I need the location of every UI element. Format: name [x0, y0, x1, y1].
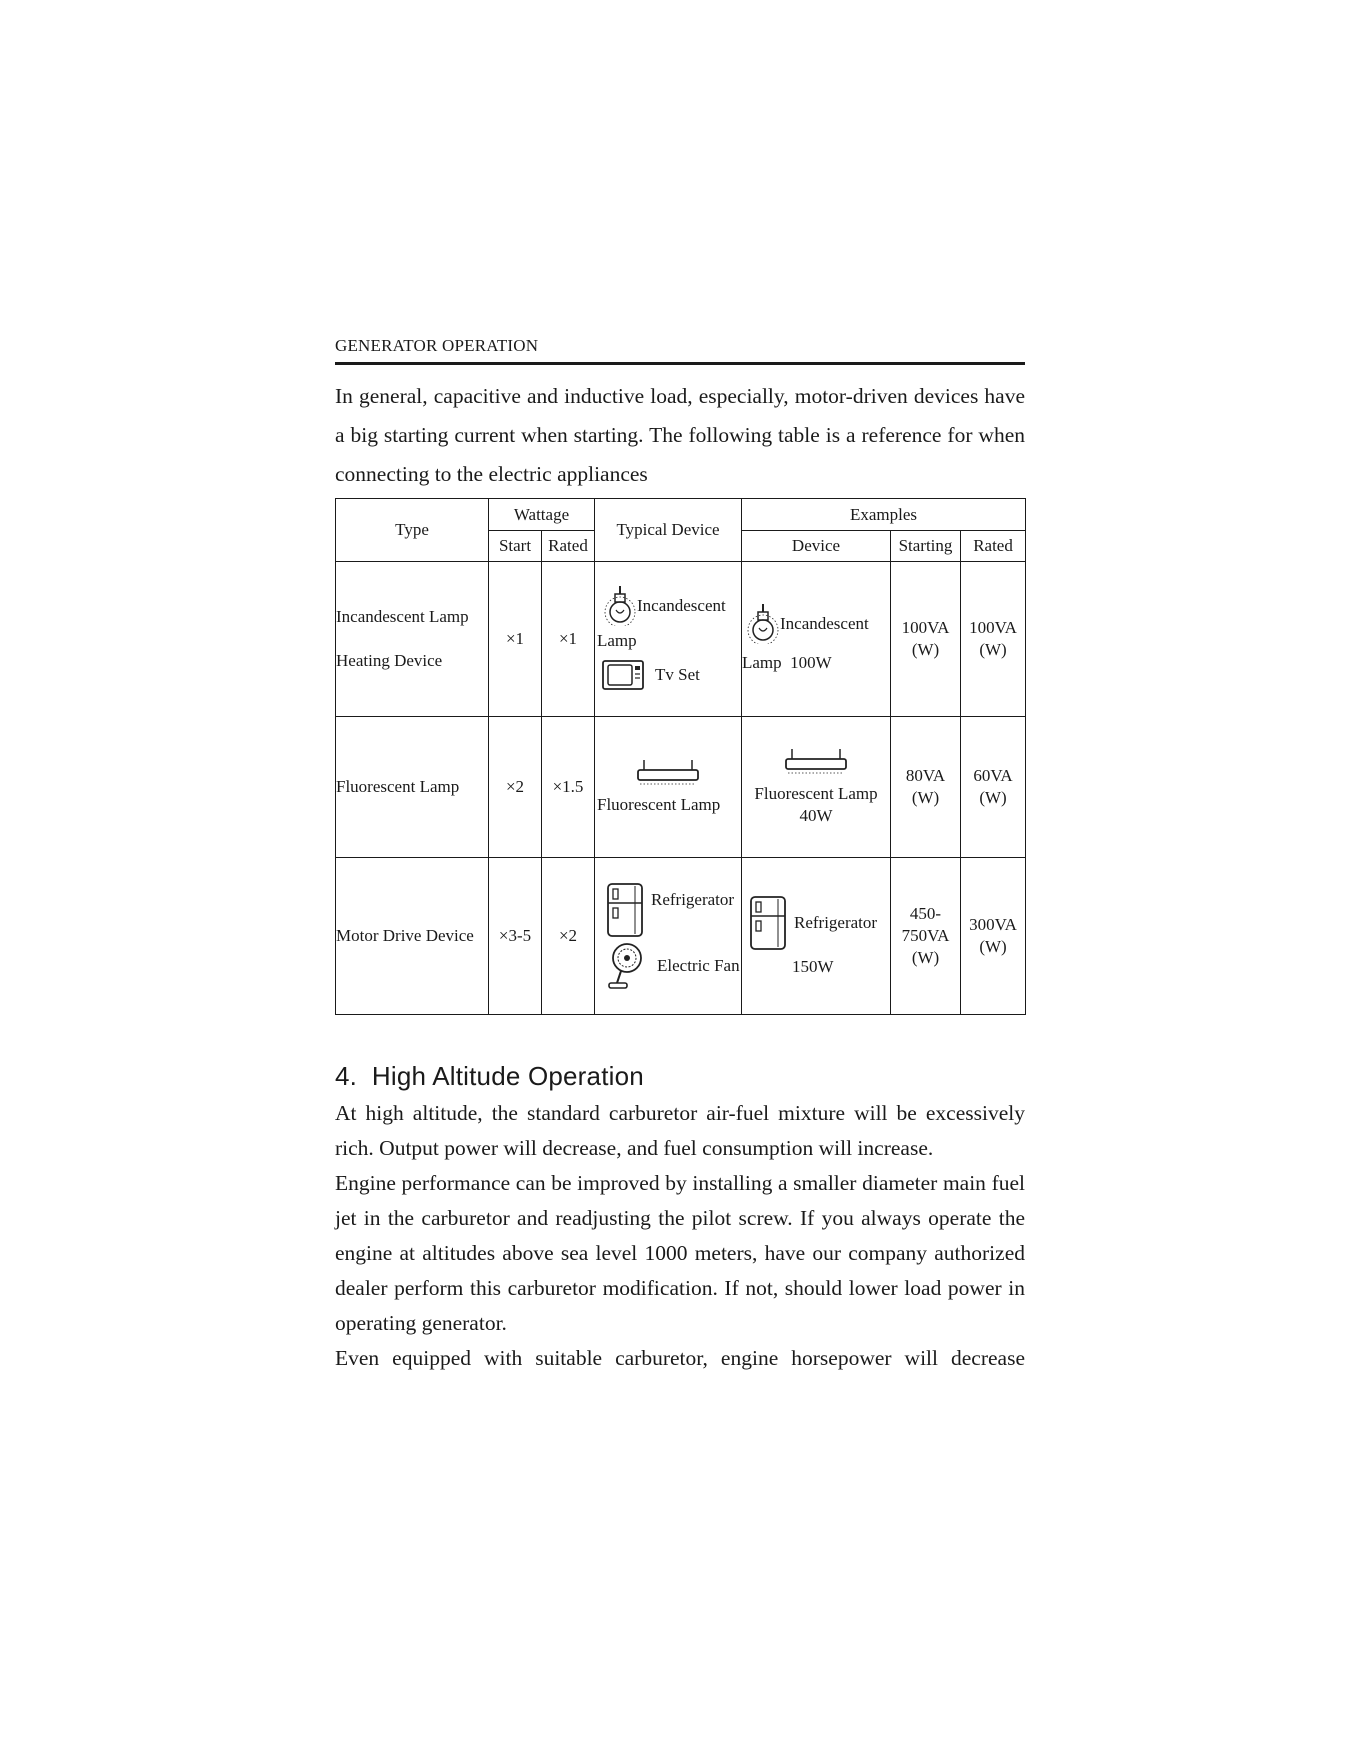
example-device-rating: Lamp 100W — [742, 653, 832, 672]
section-paragraph: At high altitude, the standard carburetor air-fuel mixture will be excessively rich. Output power will decrease, and fuel consumption will increase. — [335, 1101, 1025, 1160]
type-cell — [336, 717, 489, 858]
header-ex-rated: Rated — [961, 531, 1026, 562]
light-bulb-icon — [603, 586, 637, 626]
typical-device-cell — [595, 562, 742, 717]
table-row — [336, 858, 1026, 1015]
typical-device-label: Tv Set — [655, 665, 700, 684]
fluorescent-lamp-icon — [636, 758, 700, 788]
typical-device-label: Incandescent — [637, 596, 726, 615]
header-rated: Rated — [542, 531, 595, 562]
type-cell — [336, 562, 489, 717]
starting-power: 100VA (W) — [891, 562, 961, 717]
table-row — [336, 717, 1026, 858]
intro-paragraph: In general, capacitive and inductive load, especially, motor-driven devices have a big starting current when starting. The following table is a reference for when connecting to the electric appliances — [335, 384, 1025, 486]
type-line: Motor Drive Device — [336, 926, 474, 945]
rated-power: 60VA (W) — [961, 717, 1026, 858]
rated-power: 300VA (W) — [961, 858, 1026, 1015]
typical-device-cell — [595, 858, 742, 1015]
example-device-cell — [742, 717, 891, 858]
example-device-label: Refrigerator — [794, 913, 878, 932]
starting-power: 450-750VA (W) — [891, 858, 961, 1015]
rated-multiplier: ×1.5 — [542, 717, 595, 858]
typical-device-cell — [595, 717, 742, 858]
start-multiplier: ×1 — [489, 562, 542, 717]
type-line: Incandescent Lamp — [336, 607, 469, 626]
typical-device-label: Refrigerator — [651, 890, 735, 909]
header-examples: Examples — [742, 499, 1026, 531]
tv-set-icon — [601, 658, 645, 692]
rated-multiplier: ×2 — [542, 858, 595, 1015]
header-device: Device — [742, 531, 891, 562]
section-title: 4. High Altitude Operation — [335, 1061, 644, 1091]
rated-power: 100VA (W) — [961, 562, 1026, 717]
example-device-label: Incandescent — [780, 614, 869, 633]
typical-device-label-cont: Lamp — [597, 631, 637, 650]
start-multiplier: ×2 — [489, 717, 542, 858]
start-multiplier: ×3-5 — [489, 858, 542, 1015]
type-line: Heating Device — [336, 651, 443, 670]
header-starting: Starting — [891, 531, 961, 562]
example-device-cell — [742, 858, 891, 1015]
light-bulb-icon — [746, 604, 780, 644]
refrigerator-icon — [748, 894, 788, 952]
header-wattage: Wattage — [489, 499, 595, 531]
rated-multiplier: ×1 — [542, 562, 595, 717]
section-paragraph: Engine performance can be improved by installing a smaller diameter main fuel jet in the carburetor and readjusting the pilot screw. If you always operate the engine at altitudes above sea level 1000 meters, have our company authorized dealer perform this carburetor modification. If not, should lower load power in operating generator. — [335, 1171, 1025, 1335]
table-row — [336, 562, 1026, 717]
electric-fan-icon — [607, 941, 645, 991]
manual-page — [335, 336, 1025, 1376]
type-cell — [336, 858, 489, 1015]
example-device-label: Fluorescent Lamp — [754, 784, 878, 803]
fluorescent-lamp-icon — [784, 747, 848, 777]
typical-device-label: Fluorescent Lamp — [597, 795, 721, 814]
header-type: Type — [336, 499, 489, 562]
example-device-cell — [742, 562, 891, 717]
example-device-rating: 150W — [792, 957, 834, 976]
refrigerator-icon — [605, 881, 645, 939]
section-paragraph: Even equipped with suitable carburetor, engine horsepower will decrease — [335, 1346, 1025, 1370]
load-reference-table — [335, 498, 1026, 1015]
type-line: Fluorescent Lamp — [336, 777, 460, 796]
starting-power: 80VA (W) — [891, 717, 961, 858]
header-start: Start — [489, 531, 542, 562]
header-typical-device: Typical Device — [595, 499, 742, 562]
typical-device-label: Electric Fan — [657, 956, 740, 975]
example-device-rating: 40W — [799, 806, 833, 825]
running-header: GENERATOR OPERATION — [335, 336, 1025, 365]
